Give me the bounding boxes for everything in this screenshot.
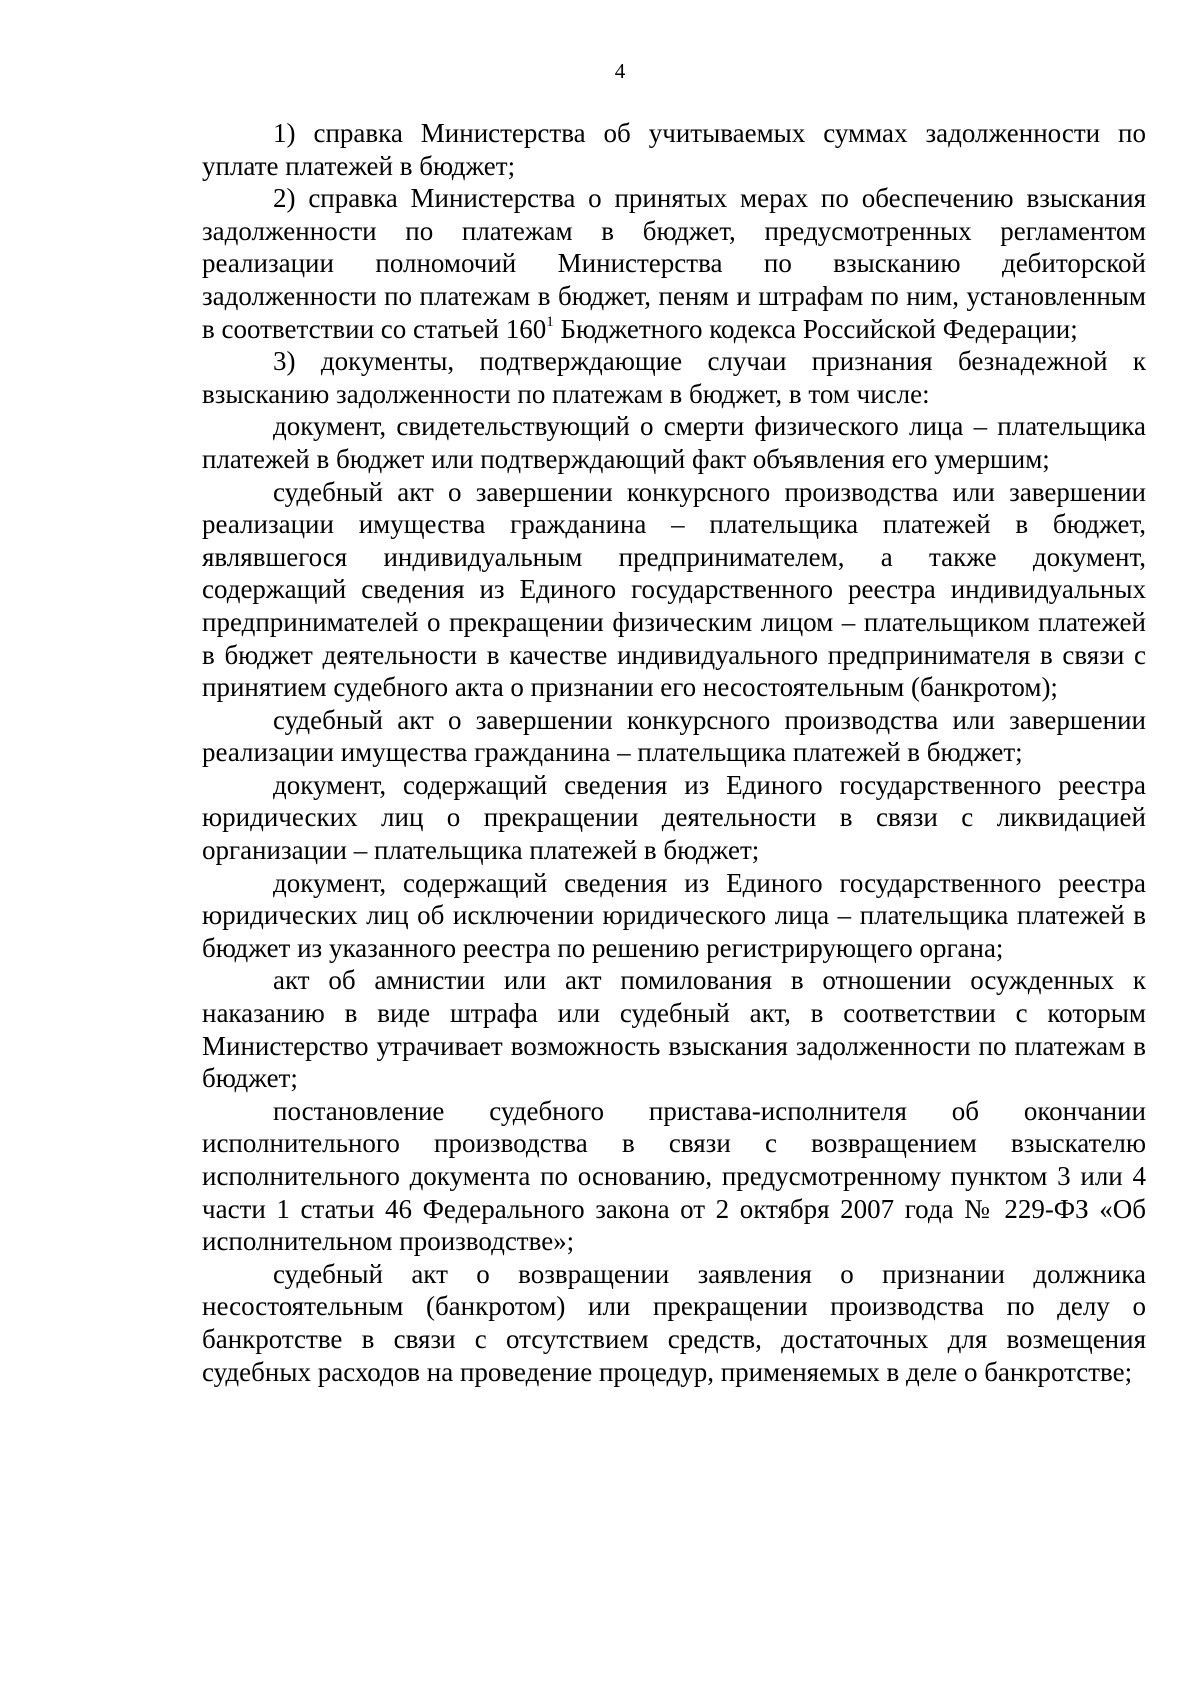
document-body — [202, 117, 1146, 1388]
paragraph-item-2 — [202, 182, 1146, 345]
paragraph-exclusion: документ, содержащий сведения из Единого государственного реестра юридических лиц об исключении юридического лица – плательщика платежей в бюджет из указанного реестра по решению регистрирующего органа; — [202, 867, 1146, 963]
page-number: 4 — [614, 59, 626, 83]
paragraph-item-1: 1) справка Министерства об учитываемых суммах задолженности по уплате платежей в бюджет; — [202, 118, 1146, 181]
article-superscript: 1 — [546, 313, 554, 330]
paragraph-item-3: 3) документы, подтверждающие случаи признания безнадежной к взысканию задолженности по платежам в бюджет, в том числе: — [202, 346, 1146, 409]
paragraph-death-document: документ, свидетельствующий о смерти физического лица – плательщика платежей в бюджет или подтверждающий факт объявления его умершим; — [202, 411, 1146, 474]
paragraph-court-return: судебный акт о возвращении заявления о признании должника несостоятельным (банкротом) или прекращении производства по делу о банкротстве в связи с отсутствием средств, достаточных для возмещения судебных расходов на проведение процедур, применяемых в деле о банкротстве; — [202, 1258, 1146, 1387]
paragraph-item-2-text-end: Бюджетного кодекса Российской Федерации; — [553, 313, 1078, 344]
paragraph-bankruptcy-entrepreneur: судебный акт о завершении конкурсного производства или завершении реализации имущества гражданина – плательщика платежей в бюджет, являвшегося индивидуальным предпринимателем, а также документ, содержащий сведения из Единого государственного реестра индивидуальных предпринимателей о прекращении физическим лицом – плательщиком платежей в бюджет деятельности в качестве индивидуального предпринимателя в связи с принятием судебного акта о признании его несостоятельным (банкротом); — [202, 476, 1146, 703]
paragraph-liquidation: документ, содержащий сведения из Единого государственного реестра юридических лиц о прекращении деятельности в связи с ликвидацией организации – плательщика платежей в бюджет; — [202, 769, 1146, 866]
paragraph-amnesty: акт об амнистии или акт помилования в отношении осужденных к наказанию в виде штрафа или судебный акт, в соответствии с которым Министерство утрачивает возможность взыскания задолженности по платежам в бюджет; — [202, 965, 1146, 1094]
paragraph-item-2-text: 2) справка Министерства о принятых мерах по обеспечению взыскания задолженности по платежам в бюджет, предусмотренных регламентом реализации полномочий Министерства по взысканию дебиторской задолженности по платежам в бюджет, пеням и штрафам по ним, установленным в соответствии со статьей 160 — [202, 183, 1146, 344]
paragraph-bankruptcy-citizen: судебный акт о завершении конкурсного производства или завершении реализации имущества гражданина – плательщика платежей в бюджет; — [202, 704, 1146, 768]
paragraph-bailiff-resolution: постановление судебного пристава-исполнителя об окончании исполнительного производства в связи с возвращением взыскателю исполнительного документа по основанию, предусмотренному пунктом 3 или 4 части 1 статьи 46 Федерального закона от 2 октября 2007 года № 229-ФЗ «Об исполнительном производстве»; — [202, 1095, 1146, 1257]
